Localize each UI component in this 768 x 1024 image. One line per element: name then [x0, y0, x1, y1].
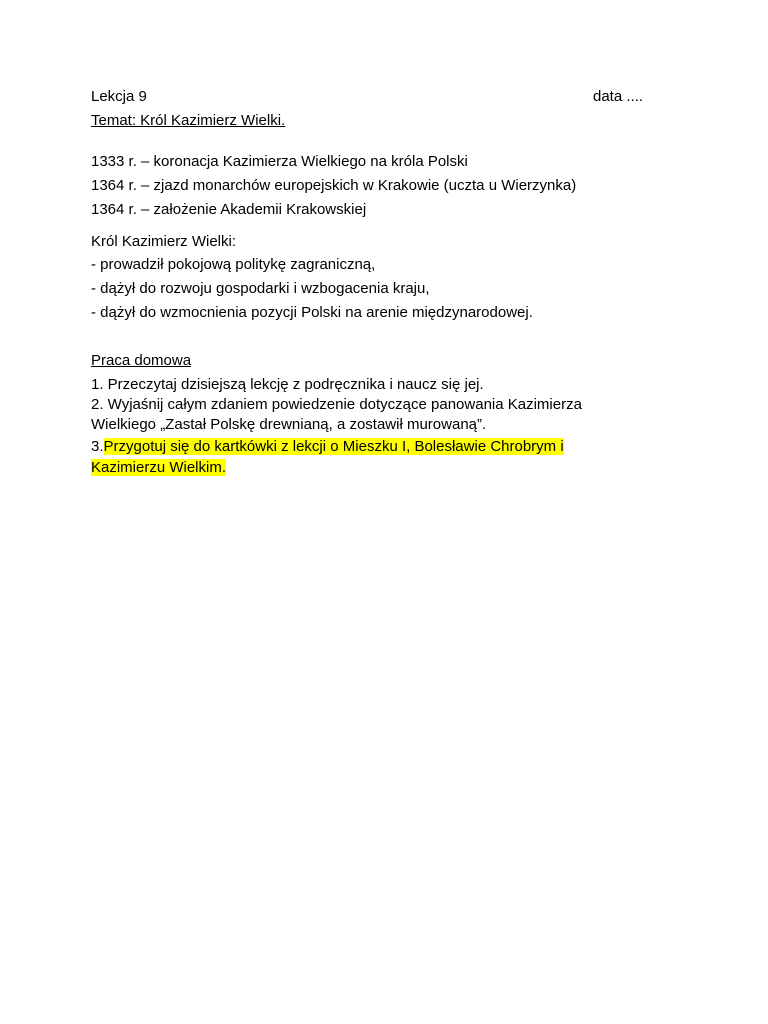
homework-task-3-line-2	[91, 458, 226, 478]
homework-task-3-highlight: Przygotuj się do kartkówki z lekcji o Mieszku I, Bolesławie Chrobrym i	[103, 438, 564, 455]
homework-task-2-line-1: 2. Wyjaśnij całym zdaniem powiedzenie dotyczące panowania Kazimierza	[91, 396, 582, 413]
homework-task-3-line-1	[91, 437, 564, 457]
event-coronation: 1333 r. – koronacja Kazimierza Wielkiego na króla Polski	[91, 153, 468, 170]
lesson-date: data ....	[593, 88, 644, 105]
king-point-2: - dążył do rozwoju gospodarki i wzbogacenia kraju,	[91, 280, 430, 297]
homework-task-2-line-2: Wielkiego „Zastał Polskę drewnianą, a zostawił murowaną”.	[91, 416, 487, 433]
homework-task-1: 1. Przeczytaj dzisiejszą lekcję z podręcznika i naucz się jej.	[91, 376, 484, 393]
lesson-number: Lekcja 9	[91, 88, 147, 105]
homework-task-3-highlight-2: Kazimierzu Wielkim.	[91, 459, 227, 476]
event-academy: 1364 r. – założenie Akademii Krakowskiej	[91, 201, 367, 218]
king-heading: Król Kazimierz Wielki:	[91, 233, 237, 250]
homework-task-3-number: 3.	[91, 438, 104, 455]
king-point-3: - dążył do wzmocnienia pozycji Polski na arenie międzynarodowej.	[91, 304, 533, 321]
event-congress: 1364 r. – zjazd monarchów europejskich w Krakowie (uczta u Wierzynka)	[91, 177, 577, 194]
homework-heading: Praca domowa	[91, 352, 192, 369]
king-point-1: - prowadził pokojową politykę zagraniczną,	[91, 256, 376, 273]
lesson-topic: Temat: Król Kazimierz Wielki.	[91, 112, 286, 129]
